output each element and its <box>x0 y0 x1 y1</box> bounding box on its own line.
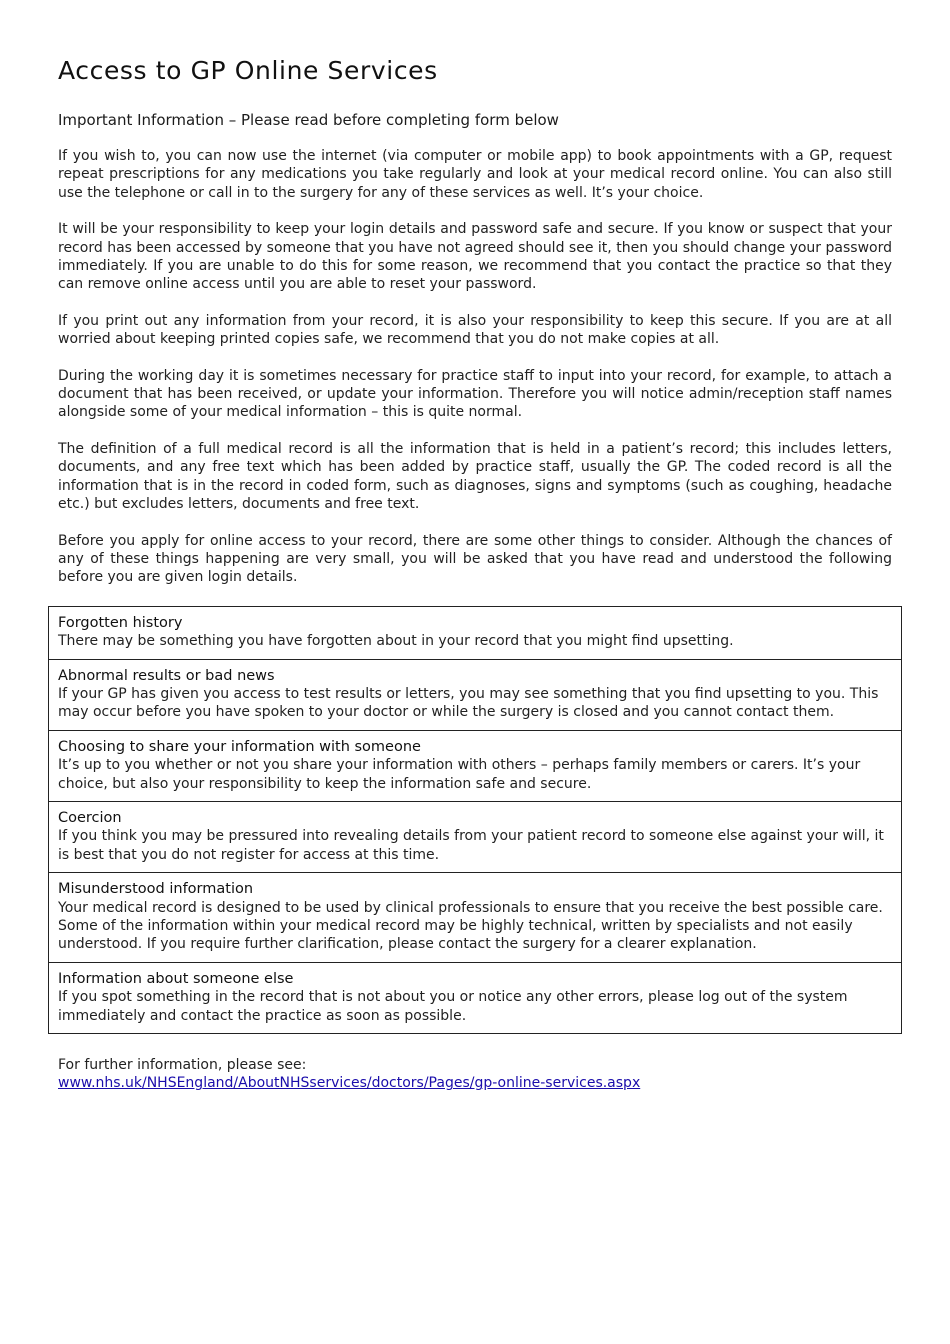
table-row <box>49 962 902 1033</box>
risks-table <box>48 606 902 1034</box>
risk-title: Coercion <box>58 809 122 826</box>
table-row <box>49 606 902 659</box>
risk-cell <box>49 606 902 659</box>
table-row <box>49 659 902 730</box>
nhs-gp-online-services-link[interactable]: www.nhs.uk/NHSEngland/AboutNHSservices/doctors/Pages/gp-online-services.aspx <box>58 1075 641 1092</box>
paragraph-staff-input: During the working day it is sometimes necessary for practice staff to input into your record, for example, to attach a document that has been received, or update your information. Therefore you will notice admin/reception staff names alongside some of your medical information – this is quite normal. <box>58 367 892 421</box>
risk-title: Abnormal results or bad news <box>58 667 275 684</box>
risk-description: It’s up to you whether or not you share your information with others – perhaps family members or carers. It’s your choice, but also your responsibility to keep the information safe and secure. <box>58 757 861 792</box>
table-row <box>49 873 902 963</box>
risk-description: There may be something you have forgotten about in your record that you might find upsetting. <box>58 633 734 650</box>
risk-cell <box>49 873 902 963</box>
further-information-label: For further information, please see: <box>58 1057 307 1074</box>
risk-cell <box>49 801 902 872</box>
risk-description: If you think you may be pressured into revealing details from your patient record to someone else against your will, it is best that you do not register for access at this time. <box>58 828 884 863</box>
paragraph-printing: If you print out any information from your record, it is also your responsibility to keep this secure. If you are at all worried about keeping printed copies safe, we recommend that you do not make copies at all. <box>58 312 892 348</box>
risk-title: Forgotten history <box>58 614 183 631</box>
risk-cell <box>49 659 902 730</box>
risk-description: If your GP has given you access to test results or letters, you may see something that you find upsetting to you. This may occur before you have spoken to your doctor or while the surgery is closed and you cannot contact them. <box>58 685 879 721</box>
page-title: Access to GP Online Services <box>58 56 438 85</box>
risk-title: Information about someone else <box>58 970 294 987</box>
risk-cell <box>49 730 902 801</box>
risk-title: Misunderstood information <box>58 881 254 898</box>
paragraph-login-responsibility: It will be your responsibility to keep your login details and password safe and secure. If you know or suspect that your record has been accessed by someone that you have not agreed should see it, then you should change your password immediately. If you are unable to do this for some reason, we recommend that you contact the practice so that they can remove online access until you are able to reset your password. <box>58 221 892 293</box>
further-information <box>58 1056 892 1093</box>
table-row <box>49 730 902 801</box>
risk-description: If you spot something in the record that is not about you or notice any other errors, please log out of the system immediately and contact the practice as soon as possible. <box>58 989 848 1024</box>
paragraph-online-services-intro: If you wish to, you can now use the internet (via computer or mobile app) to book appointments with a GP, request repeat prescriptions for any medications you take regularly and look at your medical record online. You can also still use the telephone or call in to the surgery for any of these services as well. It’s your choice. <box>58 148 892 201</box>
paragraph-before-applying: Before you apply for online access to your record, there are some other things to consider. Although the chances of any of these things happening are very small, you will be asked that you have read and understood the following before you are given login details. <box>58 532 892 586</box>
important-information-heading: Important Information – Please read before completing form below <box>58 111 559 129</box>
risk-cell <box>49 962 902 1033</box>
table-row <box>49 801 902 872</box>
risk-title: Choosing to share your information with someone <box>58 738 421 755</box>
paragraph-record-definition: The definition of a full medical record is all the information that is held in a patient’s record; this includes letters, documents, and any free text which has been added by practice staff, usually the GP. The coded record is all the information that is in the record in coded form, such as diagnoses, signs and symptoms (such as coughing, headache etc.) but excludes letters, documents and free text. <box>58 440 892 513</box>
risk-description: Your medical record is designed to be used by clinical professionals to ensure that you receive the best possible care. Some of the information within your medical record may be highly technical, written by specialists and not easily understood. If you require further clarification, please contact the surgery for a clearer explanation. <box>58 899 883 953</box>
